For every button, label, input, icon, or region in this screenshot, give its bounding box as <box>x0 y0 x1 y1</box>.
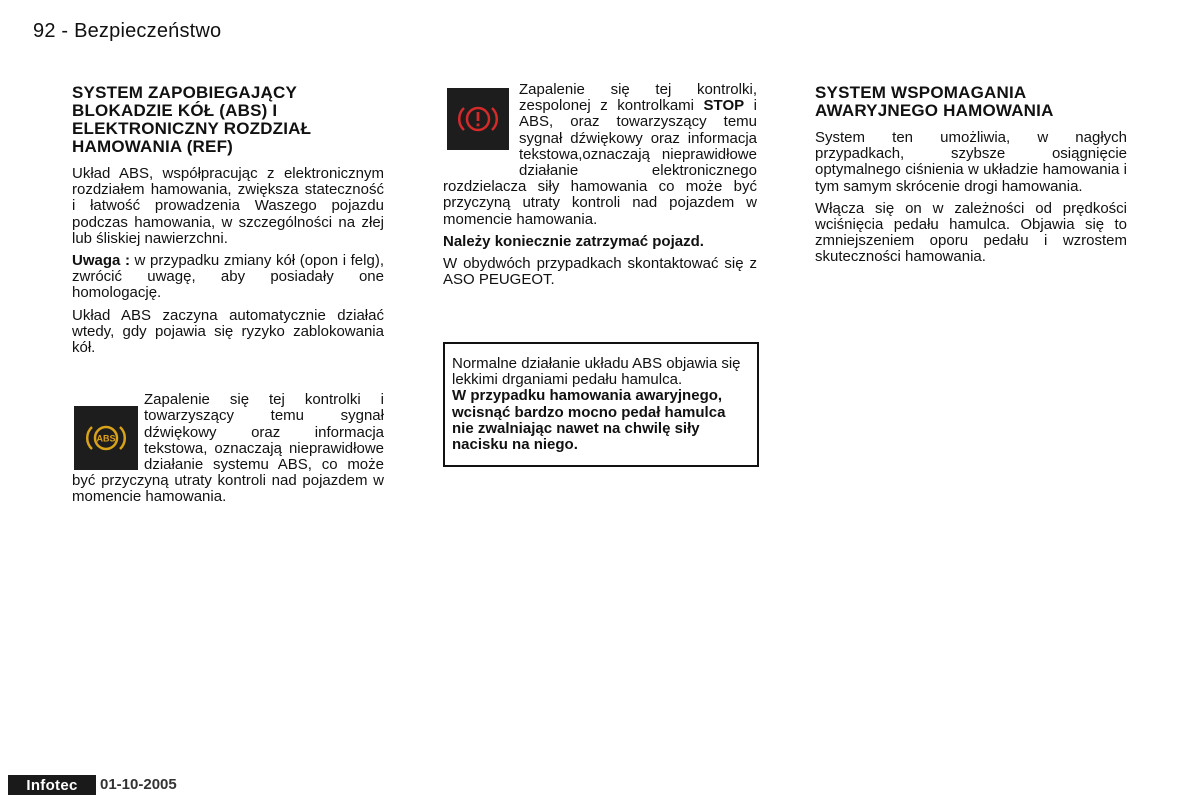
footer-date: 01-10-2005 <box>100 776 177 793</box>
page-number: 92 <box>33 20 56 42</box>
infotec-logo: Infotec <box>8 775 96 795</box>
brake-warning-icon <box>447 88 509 150</box>
header-separator: - <box>61 20 69 42</box>
brake-assist-paragraph-1: System ten umożliwia, w nagłych przypadkach, szybsze osiągnięcie optymalnego ciśnienia w układzie hamowania i tym samym skrócenie drogi hamowania. <box>815 129 1127 195</box>
abs-intro-paragraph: Układ ABS, współpracując z elektronicznym rozdziałem hamowania, zwiększa stateczność i łatwość prowadzenia Waszego pojazdu podczas hamowania, w szczególności na złej lub śliskiej nawierzchni. <box>72 165 384 247</box>
brake-assist-title: SYSTEM WSPOMAGANIA AWARYJNEGO HAMOWANIA <box>815 83 1054 120</box>
notice-normal-text: Normalne działanie układu ABS objawia się lekkimi drganiami pedału hamulca. <box>452 355 741 389</box>
page-header <box>33 20 221 43</box>
abs-warning-icon <box>74 406 138 470</box>
abs-lamp-block <box>72 392 384 505</box>
brake-lamp-paragraph: Zapalenie się tej kontrolki, zespolonej z kontrolkami STOP i ABS, oraz towarzyszący temu sygnał dźwiękowy oraz informacja tekstowa,oznaczają nieprawidłowe działanie elektronicznego rozdzielacza siły hamowania co może być przyczyną utraty kontroli nad pojazdem w momencie hamowania. <box>443 81 757 228</box>
abs-section-title: SYSTEM ZAPOBIEGAJĄCY BLOKADZIE KÓŁ (ABS) I ELEKTRONICZNY ROZDZIAŁ HAMOWANIA (REF) <box>72 83 312 156</box>
abs-lamp-paragraph: Zapalenie się tej kontrolki i towarzyszący temu sygnał dźwiękowy oraz informacja tekstowa, oznaczają nieprawidłowe działanie systemu ABS, co może być przyczyną utraty kontroli nad pojazdem w momencie hamowania. <box>72 391 384 506</box>
column-brake-assist <box>815 84 1127 272</box>
stop-label: STOP <box>703 97 745 115</box>
must-stop-text: Należy koniecznie zatrzymać pojazd. <box>443 232 704 250</box>
notice-emergency-text: W przypadku hamowania awaryjnego, wcisnąć bardzo mocno pedał hamulca nie zwalniając nawet na chwilę siły nacisku na niego. <box>452 387 726 454</box>
contact-text: W obydwóch przypadkach skontaktować się z ASO PEUGEOT. <box>443 255 757 289</box>
column-abs <box>72 84 384 512</box>
abs-activation-paragraph: Układ ABS zaczyna automatycznie działać wtedy, gdy pojawia się ryzyko zablokowania kół. <box>72 306 384 357</box>
brake-assist-paragraph-2: Włącza się on w zależności od prędkości wciśnięcia pedału hamulca. Objawia się to zmniejszeniem oporu pedału i wzrostem skuteczności hamowania. <box>815 199 1127 266</box>
brake-lamp-block <box>443 82 757 228</box>
warning-label: Uwaga : <box>72 252 130 270</box>
column-ref <box>443 81 757 294</box>
warning-text: w przypadku zmiany kół (opon i felg), zwrócić uwagę, aby posiadały one homologację. <box>72 252 384 302</box>
section-title: Bezpieczeństwo <box>74 20 222 42</box>
abs-notice-box <box>443 342 759 467</box>
warning-paragraph <box>72 253 384 302</box>
svg-text:ABS: ABS <box>96 433 116 444</box>
